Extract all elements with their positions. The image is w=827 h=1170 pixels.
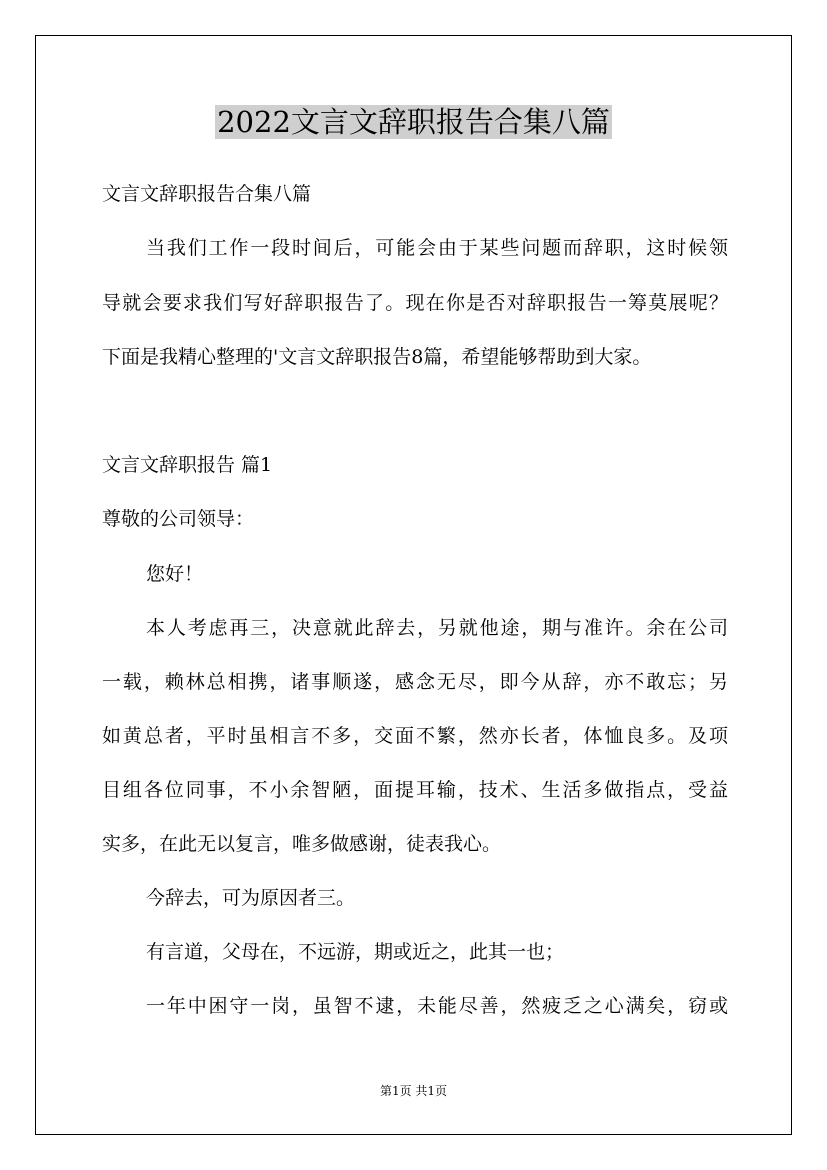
- body-para1-line-4: 目组各位同事，不小余智陋，面提耳输，技术、生活多做指点，受益: [102, 779, 728, 801]
- document-title-text: 2022文言文辞职报告合集八篇: [217, 105, 610, 139]
- intro-line-3: 下面是我精心整理的'文言文辞职报告8篇，希望能够帮助到大家。: [102, 346, 652, 368]
- body-para4: 一年中困守一岗，虽智不逮，未能尽善，然疲乏之心满矣，窃或: [146, 995, 728, 1017]
- body-para1-line-5: 实多，在此无以复言，唯多做感谢，徒表我心。: [102, 833, 502, 855]
- body-para1-line-2: 一载，赖林总相携，诸事顺遂，感念无尽，即今从辞，亦不敢忘；另: [102, 671, 728, 693]
- document-title: [0, 102, 827, 142]
- intro-line-2: 导就会要求我们写好辞职报告了。现在你是否对辞职报告一筹莫展呢？: [102, 292, 728, 314]
- body-para2: 今辞去，可为原因者三。: [146, 887, 356, 909]
- body-para1-line-1: 本人考虑再三，决意就此辞去，另就他途，期与准许。余在公司: [146, 617, 728, 639]
- section-heading: 文言文辞职报告 篇1: [102, 454, 273, 476]
- body-para3: 有言道，父母在，不远游，期或近之，此其一也；: [146, 941, 565, 963]
- page-number-label: 第1页 共1页: [379, 1084, 448, 1098]
- body-para1-line-3: 如黄总者，平时虽相言不多，交面不繁，然亦长者，体恤良多。及项: [102, 725, 728, 747]
- page-footer: [0, 1083, 827, 1099]
- subtitle: 文言文辞职报告合集八篇: [102, 183, 312, 205]
- intro-line-1: 当我们工作一段时间后，可能会由于某些问题而辞职，这时候领: [146, 237, 728, 259]
- salutation: 尊敬的公司领导：: [102, 508, 255, 530]
- greeting: 您好！: [146, 563, 204, 585]
